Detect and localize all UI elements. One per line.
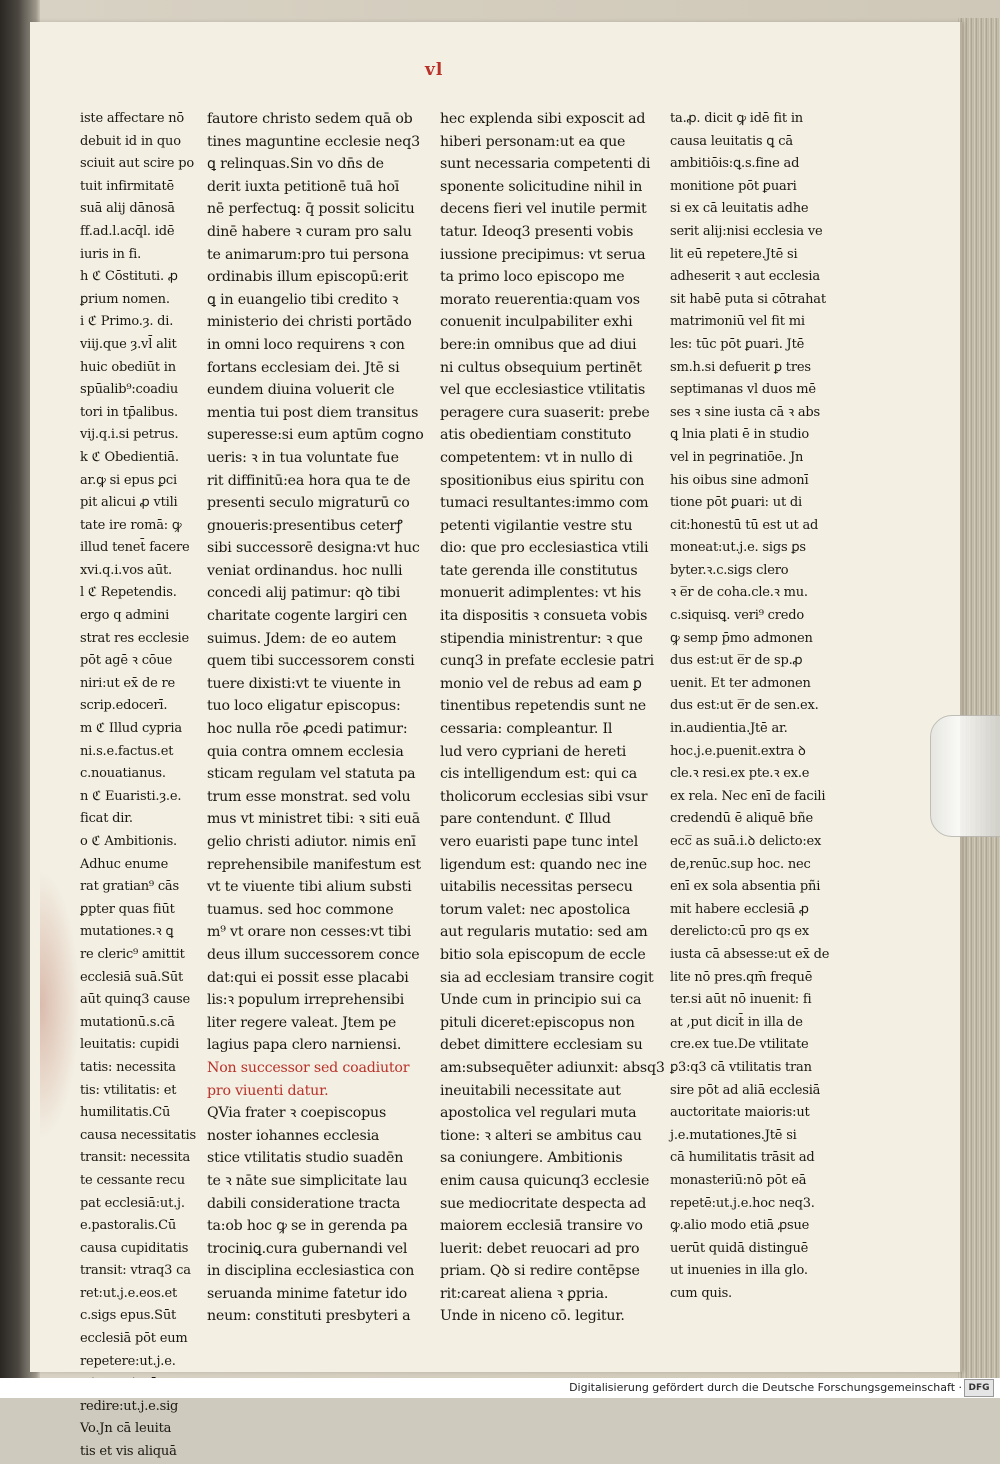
text-line: Unde cum in principio sui ca <box>440 992 642 1009</box>
text-line: pituli diceret:episcopus non <box>440 1014 635 1031</box>
text-line: bere:in omnibus que ad diui <box>440 336 637 353</box>
text-line: causa necessitatis <box>80 1127 196 1143</box>
text-line: sia ad ecclesiam transire cogit <box>440 969 654 986</box>
text-line: dat:qui ei possit esse placabi <box>207 969 409 986</box>
text-line: ficat dir. <box>80 811 133 827</box>
text-line: scrip.edocerī. <box>80 698 168 714</box>
text-line: ni.s.e.factus.et <box>80 743 174 759</box>
text-line: quia contra omnem ecclesia <box>207 743 404 760</box>
text-line: tumaci resultantes:immo com <box>440 495 649 512</box>
text-line: i ℭ Primo.ȝ. di. <box>80 314 174 330</box>
margin-stain <box>40 870 80 1140</box>
text-line: ꝑpter quas fiūt <box>80 901 175 917</box>
text-line: in omni loco requirens ꝛ con <box>207 336 405 353</box>
text-line: QVia frater ꝛ coepiscopus <box>207 1105 387 1122</box>
text-line: concedi alij patimur: qꝺ tibi <box>207 585 401 602</box>
text-line: vel in pegrinatiōe. Jn <box>670 449 804 465</box>
text-line: pro viuenti datur. <box>207 1082 329 1099</box>
text-line: credendū ē aliquē bñe <box>670 811 814 827</box>
text-line: moneat:ut.j.e. sigs ꝑs <box>670 540 806 556</box>
text-line: l ℭ Repetendis. <box>80 585 177 601</box>
text-line: decens fieri vel inutile permit <box>440 201 647 218</box>
text-line: sit habē puta si cōtrahat <box>670 291 826 307</box>
text-line: rat gratian⁹ cās <box>80 879 179 895</box>
text-line: ligendum est: quando nec ine <box>440 856 647 873</box>
text-line: septimanas vl duos mē <box>670 382 816 398</box>
text-line: derelicto:cū pro qs ex <box>670 924 809 940</box>
text-line: debuit id in quo <box>80 133 181 149</box>
text-line: iusta cā absesse:ut ex̄ de <box>670 946 830 962</box>
text-line: iste affectare nō <box>80 111 185 126</box>
text-line: cit:honestū tū est ut ad <box>670 517 819 533</box>
text-line: tuit infirmitatē <box>80 178 175 194</box>
text-line: quem tibi successorem consti <box>207 653 415 670</box>
text-line: monio vel de rebus ad eam ꝑ <box>440 675 642 692</box>
text-line: repetere:ut.j.e. <box>80 1353 176 1369</box>
text-line: auctoritate maioris:ut <box>670 1105 810 1121</box>
text-line: ta.ꝓ. dicit ꝙ idē fit in <box>670 111 803 126</box>
text-line: sciuit aut scire po <box>80 156 194 172</box>
text-line: pit alicui ꝓ vtili <box>80 495 178 511</box>
text-line: lis:ꝛ populum irreprehensibi <box>207 992 405 1009</box>
text-line: spūalib⁹:coadiu <box>80 382 179 398</box>
text-line: lagius papa clero narniensi. <box>207 1037 402 1054</box>
text-line: tuere dixisti:vt te viuente in <box>207 675 401 692</box>
text-line: monasteriū:nō pōt eā <box>670 1172 807 1188</box>
text-line: Vo.Jn cā leuita <box>80 1421 172 1437</box>
text-line: enim causa quicunq3 ecclesie <box>440 1172 650 1189</box>
text-line: ta:ob hoc ꝙ se in gerenda pa <box>207 1218 408 1235</box>
text-line: ergo q admini <box>80 608 170 624</box>
text-line: hoc.j.e.puenit.extra ꝺ <box>670 743 806 759</box>
text-line: derit iuxta petitionē tuā hoī <box>207 178 400 195</box>
text-line: h ℭ Cōstituti. ꝓ <box>80 269 178 285</box>
text-line: ueris: ꝛ in tua voluntate fue <box>207 449 399 466</box>
text-line: ineuitabili necessitate aut <box>440 1082 621 1099</box>
text-line: matrimoniū vel fit mi <box>670 314 805 330</box>
text-line: ni cultus obsequium pertinēt <box>440 359 642 376</box>
text-line: sunt necessaria competenti di <box>440 156 651 173</box>
text-line: humilitatis.Cū <box>80 1105 171 1121</box>
text-line: trociniꝗ.cura gubernandi vel <box>207 1240 408 1257</box>
text-line: neum: constituti presbyteri a <box>207 1308 411 1325</box>
text-line: cunq3 in prefate ecclesie patri <box>440 653 654 670</box>
text-line: deus illum successorem conce <box>207 946 420 963</box>
text-line: vt te viuente tibi alium substi <box>207 879 412 896</box>
text-line: tate ire romā: ꝙ <box>80 517 182 533</box>
page-edges <box>958 18 1000 1378</box>
text-line: m ℭ Illud cypria <box>80 721 182 737</box>
text-line: e.pastoralis.Cū <box>80 1218 177 1234</box>
text-line: tines maguntine ecclesie neq3 <box>207 133 420 150</box>
text-line: ecc̅ as suā.i.ꝺ delicto:ex <box>670 834 822 849</box>
text-line: pat ecclesiā:ut.j. <box>80 1195 185 1211</box>
text-line: in disciplina ecclesiastica con <box>207 1263 415 1280</box>
text-line: tis: vtilitatis: et <box>80 1082 177 1098</box>
text-line: rit:careat aliena ꝛ ꝑpria. <box>440 1285 609 1302</box>
text-line: tis et vis aliquā <box>80 1444 177 1460</box>
text-line: bitio sola episcopum de eccle <box>440 946 646 963</box>
text-line: veniat ordinandus. hoc nulli <box>207 562 403 579</box>
text-line: gelio christi adiutor. nimis enī <box>207 834 416 850</box>
text-line: Non successor sed coadiutor <box>207 1059 410 1076</box>
text-line: seruanda minime fatetur ido <box>207 1285 407 1302</box>
text-line: ambitiōis:ꝗ.s.fine ad <box>670 156 800 172</box>
page-clip <box>930 715 1000 837</box>
text-line: cis intelligendum est: qui ca <box>440 766 637 783</box>
digitization-credit: Digitalisierung gefördert durch die Deutsche Forschungsgemeinschaft · <box>569 1381 962 1394</box>
text-line: tinentibus repetendis sunt ne <box>440 698 646 715</box>
text-line: apostolica vel regulari muta <box>440 1105 637 1122</box>
text-line: petenti vigilantie vestre stu <box>440 517 633 534</box>
text-line: n ℭ Euaristi.ȝ.e. <box>80 788 182 804</box>
text-line: c.nouatianus. <box>80 766 166 782</box>
text-line: tuo loco eligatur episcopus: <box>207 698 401 715</box>
text-line: his oibus sine admonī <box>670 472 809 488</box>
text-line: ministerio dei christi portādo <box>207 314 412 331</box>
text-line: niri:ut ex̄ de re <box>80 675 176 691</box>
text-line: mentia tui post diem transitus <box>207 404 419 421</box>
text-line: ff.ad.l.acq̄l. idē <box>80 223 175 239</box>
text-line: suā alij dānosā <box>80 201 175 217</box>
text-line: dinē habere ꝛ curam pro salu <box>207 223 412 240</box>
text-line: uenit. Et ter admonen <box>670 675 811 691</box>
text-line: j.e.mutationes.Jtē si <box>670 1127 797 1143</box>
text-line: charitate cogente largiri cen <box>207 608 408 625</box>
text-line: transit: vtraq3 ca <box>80 1263 191 1279</box>
text-line: tione pōt ꝑuari: ut di <box>670 495 802 511</box>
text-line: reprehensibile manifestum est <box>207 856 421 873</box>
text-line: ex rela. Nec enī de facili <box>670 788 826 804</box>
text-line: nē perfectuꝗ: q̄ possit solicitu <box>207 201 415 218</box>
text-line: cum quis. <box>670 1285 732 1301</box>
text-line: tate gerenda ille constitutus <box>440 562 638 579</box>
text-line: peragere cura suaserit: prebe <box>440 404 650 421</box>
text-line: lud vero cypriani de hereti <box>440 743 627 760</box>
text-line: illud tenet̄ facere <box>80 540 190 556</box>
dfg-logo: DFG <box>964 1379 994 1397</box>
text-line: suimus. Jdem: de eo autem <box>207 630 397 647</box>
text-line: si ex cā leuitatis adhe <box>670 201 809 217</box>
text-line: byter.ꝛ.c.sigs clero <box>670 562 789 578</box>
text-line: redire:ut.j.e.sig <box>80 1398 179 1414</box>
text-line: cessaria: compleantur. Il <box>440 721 613 738</box>
text-line: leuitatis: cupidi <box>80 1037 180 1053</box>
text-line: ꝗ relinquas.Sin vo dn̄s de <box>207 156 384 173</box>
text-line: morato reuerentia:quam vos <box>440 291 640 308</box>
text-line: sibi successorē designa:vt huc <box>207 540 420 557</box>
text-line: in.audientia.Jtē ar. <box>670 721 788 737</box>
text-line: causa cupiditatis <box>80 1240 189 1256</box>
text-line: tori in tp̄alibus. <box>80 404 178 420</box>
text-line: pōt agē ꝛ cōue <box>80 653 173 669</box>
text-line: atis obedientiam constituto <box>440 427 632 444</box>
text-line: conuenit inculpabiliter exhi <box>440 314 633 331</box>
text-line: ta primo loco episcopo me <box>440 269 625 286</box>
text-column-4 <box>670 108 830 1305</box>
text-line: tuamus. sed hoc commone <box>207 901 394 918</box>
text-line: ꝑrium nomen. <box>80 291 170 307</box>
text-line: stice vtilitatis studio suadēn <box>207 1150 404 1167</box>
text-line: vij.q.i.si petrus. <box>80 427 179 443</box>
text-line: tatis: necessita <box>80 1059 176 1075</box>
text-line: enī ex sola absentia pñi <box>670 879 821 895</box>
text-line: rit diffinitū:ea hora qua te de <box>207 472 411 489</box>
text-line: eundem diuina voluerit cle <box>207 382 395 399</box>
text-line: presenti seculo migraturū co <box>207 495 410 512</box>
text-line: xvi.q.i.vos aūt. <box>80 562 172 578</box>
text-line: ꝙ.alio modo etiā ꝓsue <box>670 1218 810 1234</box>
text-line: torum valet: nec apostolica <box>440 901 631 918</box>
text-line: viij.que ȝ.vl̄ alit <box>80 336 177 352</box>
text-line: hiberi personam:ut ea que <box>440 133 626 150</box>
text-line: aut regularis mutatio: sed am <box>440 924 648 941</box>
text-line: ter.si aūt nō inuenit: fi <box>670 992 812 1008</box>
text-line: ordinabis illum episcopū:erit <box>207 269 409 286</box>
text-line: iuris in fi. <box>80 246 142 262</box>
text-line: dio: que pro ecclesiastica vtili <box>440 540 649 557</box>
text-line: ecclesiā pōt eum <box>80 1331 188 1347</box>
text-line: te animarum:pro tui persona <box>207 246 409 263</box>
text-line: maiorem ecclesiā transire vo <box>440 1218 643 1235</box>
text-line: fortans ecclesiam dei. Jtē si <box>207 359 400 376</box>
text-line: sue mediocritate despecta ad <box>440 1195 647 1212</box>
text-line: tholicorum ecclesias sibi vsur <box>440 788 648 805</box>
text-line: tione: ꝛ alteri se ambitus cau <box>440 1127 642 1144</box>
text-line: monuerit adimplentes: vt his <box>440 585 642 602</box>
text-line: strat res ecclesie <box>80 630 189 646</box>
text-column-1 <box>80 108 198 1464</box>
text-line: debet dimittere ecclesiam su <box>440 1037 643 1054</box>
text-line: am:subsequēter adiunxit: absq3 <box>440 1059 665 1076</box>
text-line: dus est:ut e̅r de sp.ꝓ <box>670 653 803 669</box>
text-line: superesse:si eum aptūm cogno <box>207 427 424 444</box>
text-line: lite nō pres.qm̄ frequē <box>670 969 813 985</box>
text-line: priam. Qꝺ si redire contēpse <box>440 1263 640 1280</box>
text-line: stipendia ministrentur: ꝛ que <box>440 630 643 647</box>
text-line: k ℭ Obedientiā. <box>80 449 179 465</box>
text-line: ar.ꝙ si epus ꝑci <box>80 472 177 488</box>
text-line: mutationes.ꝛ ꝗ <box>80 924 174 940</box>
text-line: ses ꝛ sine iusta cā ꝛ abs <box>670 404 821 420</box>
text-line: re cleric⁹ amittit <box>80 946 185 962</box>
text-line: mus vt ministret tibi: ꝛ siti euā <box>207 811 420 828</box>
folio-number: vl <box>425 60 444 80</box>
text-line: competentem: vt in nullo di <box>440 449 633 466</box>
text-column-2 <box>207 108 427 1328</box>
text-line: huic obediūt in <box>80 359 176 375</box>
text-line: vero euaristi pape tunc intel <box>440 834 639 850</box>
text-line: ꝑ3:q3 cā vtilitatis tran <box>670 1059 812 1075</box>
text-line: ꝗ lnia plati ē in studio <box>670 427 809 443</box>
text-line: mit habere ecclesiā ꝓ <box>670 901 809 917</box>
text-line: hec explenda sibi exposcit ad <box>440 111 646 127</box>
text-line: luerit: debet reuocari ad pro <box>440 1240 640 1257</box>
text-line: ꝙ semp p̄mo admonen <box>670 630 813 646</box>
text-line: c.siquisꝗ. veri⁹ credo <box>670 608 804 624</box>
text-line: pare contendunt. ℭ Illud <box>440 811 611 828</box>
text-line: adheserit ꝛ aut ecclesia <box>670 269 820 285</box>
text-line: transit: necessita <box>80 1150 191 1166</box>
text-line: ꝗ in euangelio tibi credito ꝛ <box>207 291 399 308</box>
text-line: o ℭ Ambitionis. <box>80 834 177 849</box>
text-line: gnoueris:presentibus ceterꝭ <box>207 517 403 534</box>
text-line: sm.h.si defuerit ꝑ tres <box>670 359 811 375</box>
text-line: dabili consideratione tracta <box>207 1195 401 1212</box>
text-line: mutationū.s.cā <box>80 1014 175 1030</box>
text-line: cre.ex tue.De vtilitate <box>670 1037 809 1053</box>
text-line: noster iohannes ecclesia <box>207 1127 380 1144</box>
text-line: Unde in niceno cō. legitur. <box>440 1308 625 1325</box>
text-line: aūt quinq3 cause <box>80 992 190 1008</box>
text-column-3 <box>440 108 665 1328</box>
text-line: serit alij:nisi ecclesia ve <box>670 223 823 239</box>
text-line: te ꝛ nāte sue simplicitate lau <box>207 1172 408 1189</box>
text-line: cle.ꝛ resi.ex pte.ꝛ ex.e <box>670 766 810 782</box>
text-line: ret:ut.j.e.eos.et <box>80 1285 178 1301</box>
text-line: spositionibus eius spiritu con <box>440 472 645 489</box>
text-line: fautore christo sedem quā ob <box>207 111 413 127</box>
text-line: sponente solicitudine nihil in <box>440 178 643 195</box>
text-line: at ,put dicit̄ in illa de <box>670 1014 803 1030</box>
text-line: trum esse monstrat. sed volu <box>207 788 411 805</box>
text-line: dus est:ut e̅r de sen.ex. <box>670 698 819 714</box>
text-line: ut inuenies in illa glo. <box>670 1263 808 1279</box>
text-line: m⁹ vt orare non cesses:vt tibi <box>207 924 412 941</box>
text-line: sire pōt ad aliā ecclesiā <box>670 1082 821 1098</box>
text-line: ita dispositis ꝛ consueta vobis <box>440 608 648 625</box>
text-line: cā humilitatis trāsit ad <box>670 1150 815 1166</box>
text-line: causa leuitatis ꝗ cā <box>670 133 793 149</box>
text-line: ecclesiā suā.Sūt <box>80 969 184 985</box>
text-line: te cessante recu <box>80 1172 185 1188</box>
text-line: repetē:ut.j.e.hoc neq3. <box>670 1195 815 1211</box>
text-line: hoc nulla rōe ꝓcedi patimur: <box>207 721 408 738</box>
text-line: les: tūc pōt ꝑuari. Jtē <box>670 336 805 352</box>
text-line: uitabilis necessitas persecu <box>440 879 633 896</box>
text-line: tatur. Ideoq3 presenti vobis <box>440 223 634 240</box>
text-line: c.sigs epus.Sūt <box>80 1308 177 1324</box>
text-line: vel que ecclesiastice vtilitatis <box>440 382 646 399</box>
text-line: de,renūc.sup hoc. nec <box>670 856 811 872</box>
text-line: uerūt quidā distinguē <box>670 1240 809 1256</box>
text-line: monitione pōt ꝑuari <box>670 178 797 194</box>
text-line: Adhuc enume <box>80 856 169 872</box>
text-line: sa coniungere. Ambitionis <box>440 1150 623 1167</box>
text-line: liter regere valeat. Jtem pe <box>207 1014 397 1031</box>
text-line: sticam regulam vel statuta pa <box>207 766 416 783</box>
text-line: lit eū repetere.Jtē si <box>670 246 798 262</box>
text-line: iussione precipimus: vt serua <box>440 246 646 263</box>
text-line: ꝛ e̅r de coha.cle.ꝛ mu. <box>670 585 808 601</box>
